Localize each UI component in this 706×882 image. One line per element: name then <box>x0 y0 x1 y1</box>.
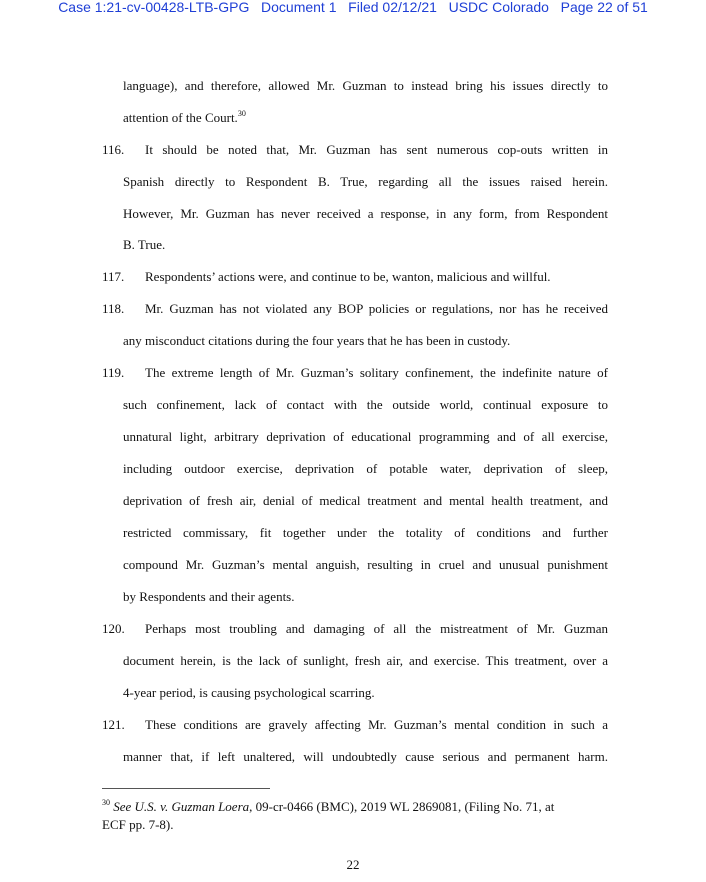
footnote-line: ECF pp. 7-8). <box>102 817 174 832</box>
paragraph-line: unnatural light, arbitrary deprivation of educational programming and of all exercise, <box>123 429 608 444</box>
continuation-line: language), and therefore, allowed Mr. Guzman to instead bring his issues directly to <box>123 78 608 93</box>
filed-date: Filed 02/12/21 <box>348 0 437 15</box>
footnote-text: , 09-cr-0466 (BMC), 2019 WL 2869081, (Filing No. 71, at <box>249 799 555 814</box>
paragraph-text: These conditions are gravely affecting Mr. Guzman’s mental condition in such a <box>145 717 608 732</box>
paragraph-line: any misconduct citations during the four years that he has been in custody. <box>123 333 511 348</box>
footnote-divider <box>102 788 270 789</box>
document-number: Document 1 <box>261 0 337 15</box>
paragraph-text: Respondents’ actions were, and continue to be, wanton, malicious and willful. <box>145 269 551 284</box>
paragraph-number: 117. <box>102 269 125 284</box>
paragraph-line: by Respondents and their agents. <box>123 589 295 604</box>
paragraph-line: deprivation of fresh air, denial of medical treatment and mental health treatment, and <box>123 493 608 508</box>
paragraph-number: 118. <box>102 301 125 316</box>
paragraph-line: compound Mr. Guzman’s mental anguish, resulting in cruel and unusual punishment <box>123 557 608 572</box>
paragraph-line: B. True. <box>123 237 166 252</box>
footnote-number: 30 <box>102 798 110 807</box>
footnote-line <box>102 799 554 815</box>
paragraph-text: It should be noted that, Mr. Guzman has sent numerous cop-outs written in <box>145 142 608 157</box>
paragraph-number: 121. <box>102 717 125 732</box>
paragraph-text: The extreme length of Mr. Guzman’s solitary confinement, the indefinite nature of <box>145 365 608 380</box>
paragraph-line: Spanish directly to Respondent B. True, regarding all the issues raised herein. <box>123 174 608 189</box>
case-header <box>0 0 706 14</box>
page-indicator: Page 22 of 51 <box>560 0 648 15</box>
case-number: Case 1:21-cv-00428-LTB-GPG <box>58 0 250 15</box>
paragraph-number: 116. <box>102 142 125 157</box>
footnote-reference: 30 <box>237 109 246 118</box>
paragraph-line: 4-year period, is causing psychological scarring. <box>123 685 375 700</box>
continuation-text: attention of the Court. <box>123 110 238 125</box>
page-number: 22 <box>346 857 360 872</box>
paragraph-text: Mr. Guzman has not violated any BOP policies or regulations, nor has he received <box>145 301 608 316</box>
paragraph-text: Perhaps most troubling and damaging of all the mistreatment of Mr. Guzman <box>145 621 608 636</box>
paragraph-line: such confinement, lack of contact with the outside world, continual exposure to <box>123 397 608 412</box>
paragraph-line: including outdoor exercise, deprivation of potable water, deprivation of sleep, <box>123 461 608 476</box>
continuation-line <box>123 110 246 126</box>
paragraph-number: 120. <box>102 621 125 636</box>
paragraph-line: manner that, if left unaltered, will undoubtedly cause serious and permanent harm. <box>123 749 608 764</box>
paragraph-line: However, Mr. Guzman has never received a response, in any form, from Respondent <box>123 206 608 221</box>
paragraph-line: restricted commissary, fit together under the totality of conditions and further <box>123 525 608 540</box>
paragraph-number: 119. <box>102 365 125 380</box>
court-name: USDC Colorado <box>448 0 549 15</box>
footnote-citation: See U.S. v. Guzman Loera <box>113 799 250 814</box>
paragraph-line: document herein, is the lack of sunlight, fresh air, and exercise. This treatment, over a <box>123 653 608 668</box>
